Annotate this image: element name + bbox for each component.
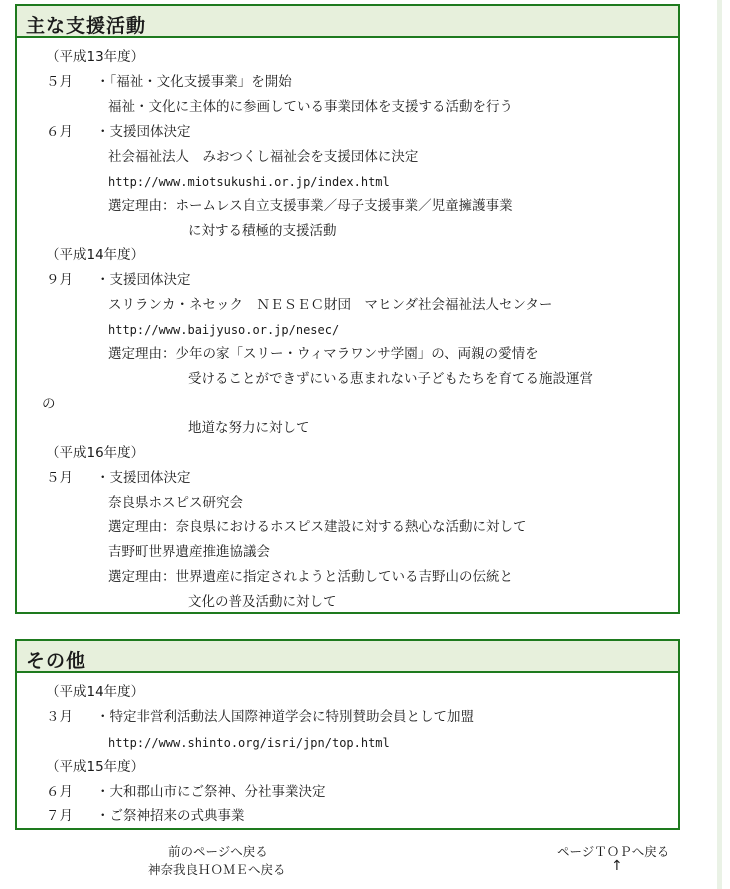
activity-item: ・「福祉・文化支援事業」を開始 [96, 74, 292, 90]
month-label: ５月 [46, 470, 73, 486]
section-header [17, 641, 678, 673]
activity-item: ・支援団体決定 [96, 272, 191, 288]
activity-item: ・大和郡山市にご祭神、分社事業決定 [96, 784, 326, 800]
month-label: ７月 [46, 808, 73, 824]
section-main-support [15, 4, 680, 614]
selection-reason-cont: 地道な努力に対して [188, 420, 310, 436]
month-label: ５月 [46, 74, 73, 90]
organization-url[interactable]: http://www.baijyuso.or.jp/nesec/ [108, 323, 340, 337]
month-label: ３月 [46, 709, 73, 725]
selection-reason: 選定理由：世界遺産に指定されようと活動している吉野山の伝統と [108, 569, 513, 585]
selection-reason: 選定理由：奈良県におけるホスピス建設に対する熱心な活動に対して [108, 519, 527, 535]
fiscal-year-label: （平成14年度） [46, 684, 145, 700]
activity-detail: 社会福祉法人 みおつくし福祉会を支援団体に決定 [108, 149, 419, 165]
fiscal-year-label: （平成13年度） [46, 49, 145, 65]
home-link[interactable]: 神奈我良ＨＯＭＥへ戻る [148, 862, 286, 877]
section-title: 主な支援活動 [26, 15, 147, 37]
selection-reason-cont: 受けることができずにいる恵まれない子どもたちを育てる施設運営 [188, 371, 593, 387]
section-title: その他 [26, 650, 87, 672]
activity-item: ・ご祭神招来の式典事業 [96, 808, 245, 824]
month-label: ６月 [46, 784, 73, 800]
activity-detail: 福祉・文化に主体的に参画している事業団体を支援する活動を行う [108, 99, 513, 115]
selection-reason-cont: 文化の普及活動に対して [188, 594, 337, 610]
selection-reason: 選定理由：ホームレス自立支援事業／母子支援事業／児童擁護事業 [108, 198, 513, 214]
activity-item: ・支援団体決定 [96, 124, 191, 140]
selection-reason: 選定理由：少年の家「スリー・ウィマラワンサ学園」の、両親の愛情を [108, 346, 539, 362]
section-header [17, 6, 678, 38]
page-top-link[interactable]: ページＴＯＰへ戻る [557, 844, 670, 859]
section-other [15, 639, 680, 830]
activity-detail: スリランカ・ネセック ＮＥＳＥＣ財団 マヒンダ社会福祉法人センター [108, 297, 553, 313]
fiscal-year-label: （平成16年度） [46, 445, 145, 461]
fiscal-year-label: （平成14年度） [46, 247, 145, 263]
organization-url[interactable]: http://www.miotsukushi.or.jp/index.html [108, 175, 390, 189]
wrapped-char: の [42, 396, 56, 412]
month-label: ９月 [46, 272, 73, 288]
right-edge-margin [722, 0, 730, 889]
activity-detail: 奈良県ホスピス研究会 [108, 495, 243, 511]
prev-page-link[interactable]: 前のページへ戻る [168, 844, 268, 859]
organization-url[interactable]: http://www.shinto.org/isri/jpn/top.html [108, 736, 390, 750]
activity-item: ・特定非営利活動法人国際神道学会に特別賛助会員として加盟 [96, 709, 474, 725]
selection-reason-cont: に対する積極的支援活動 [188, 223, 337, 239]
up-arrow-icon[interactable]: ↑ [611, 858, 623, 874]
activity-item: ・支援団体決定 [96, 470, 191, 486]
month-label: ６月 [46, 124, 73, 140]
fiscal-year-label: （平成15年度） [46, 759, 145, 775]
activity-detail: 吉野町世界遺産推進協議会 [108, 544, 270, 560]
